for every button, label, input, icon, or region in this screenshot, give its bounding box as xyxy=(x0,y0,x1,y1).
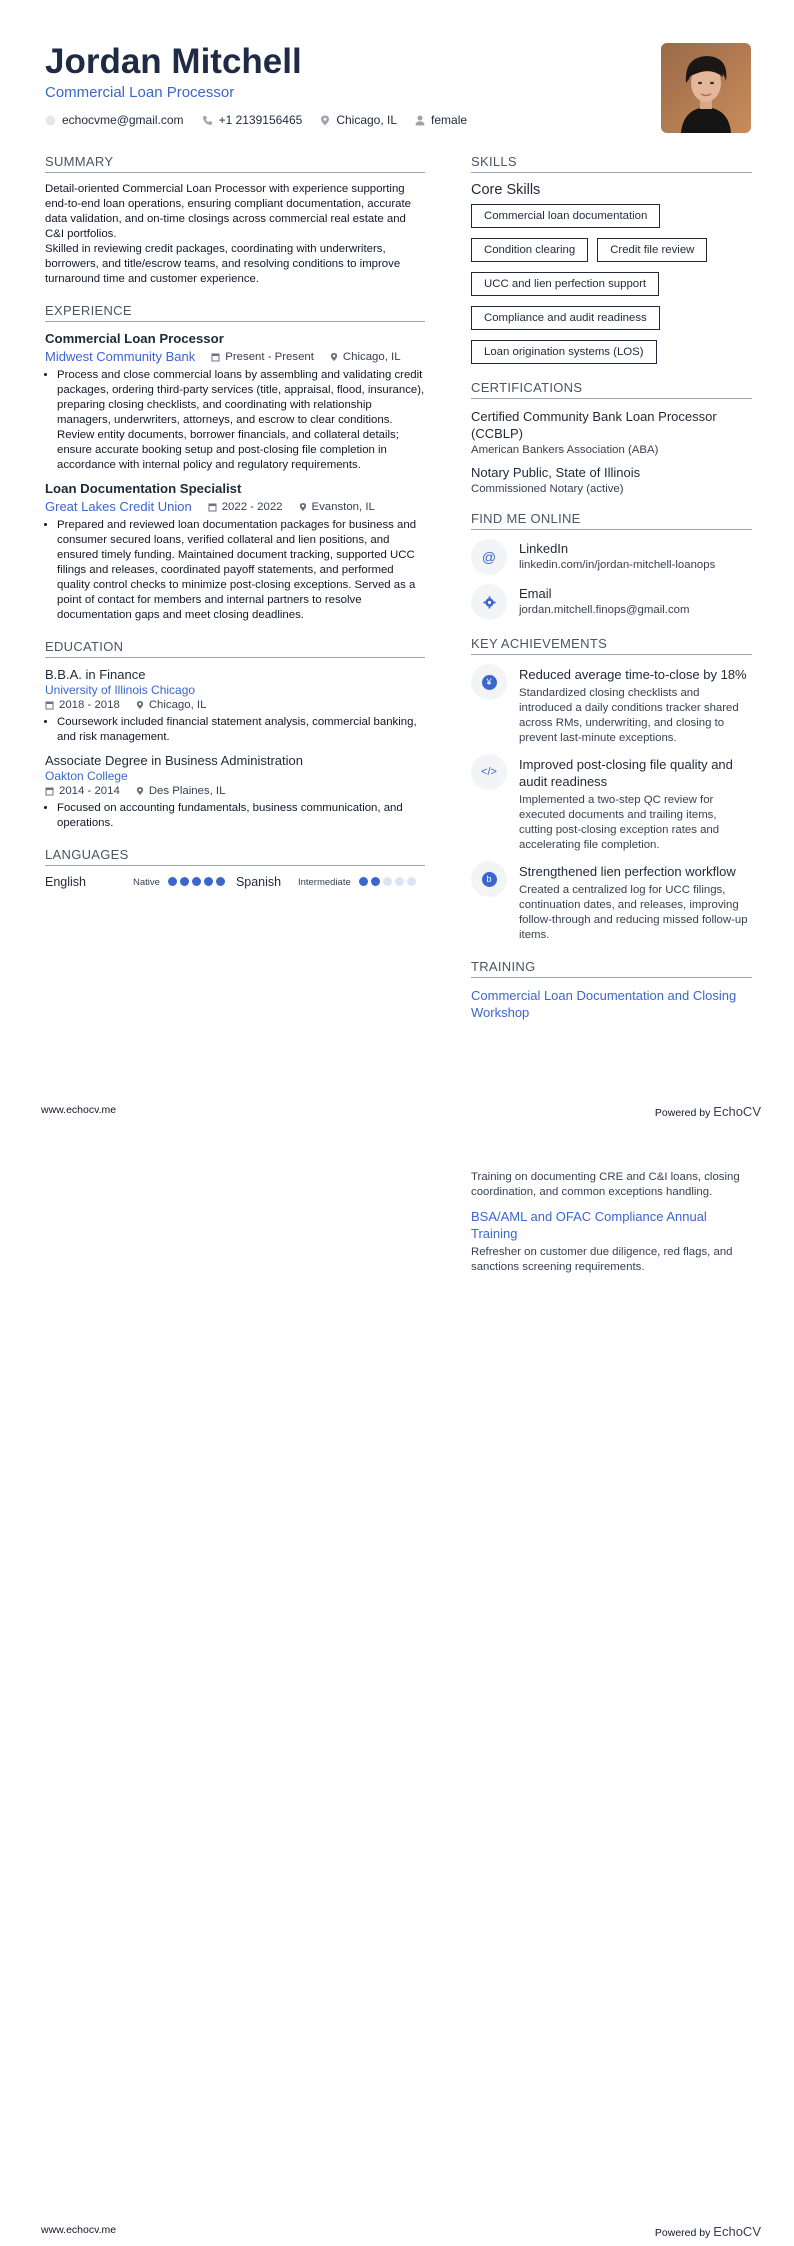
experience-heading: EXPERIENCE xyxy=(45,303,425,322)
phone-icon xyxy=(202,115,213,126)
job-location-text: Chicago, IL xyxy=(342,350,401,363)
code-icon: </> xyxy=(471,754,507,790)
education-location xyxy=(136,699,207,711)
footer-site[interactable]: www.echocv.me xyxy=(41,2224,117,2236)
online-linkedin[interactable] xyxy=(471,539,752,575)
at-icon: @ xyxy=(471,539,507,575)
company-name: Midwest Community Bank xyxy=(45,349,196,364)
training-section xyxy=(471,959,752,1021)
powered-by-text: Powered by xyxy=(654,1107,711,1119)
school-name: Oakton College xyxy=(45,769,128,783)
education-bullets xyxy=(45,715,425,745)
skill-chip: Commercial loan documentation xyxy=(471,204,660,228)
certifications-heading: CERTIFICATIONS xyxy=(471,380,752,399)
experience-item xyxy=(45,331,425,473)
profile-photo xyxy=(661,43,751,133)
achievement-item xyxy=(471,754,752,853)
email-icon xyxy=(45,115,56,126)
achievement-desc: Created a centralized log for UCC filings, continuation dates, and releases, improving follow-through and reducing missed follow-up items. xyxy=(519,884,748,941)
contact-phone-text: +1 2139156465 xyxy=(218,113,303,127)
location-icon xyxy=(299,502,307,512)
footer-powered xyxy=(655,2224,761,2239)
education-location-text: Chicago, IL xyxy=(148,699,207,711)
language-level: Native xyxy=(133,876,160,888)
job-dates-text: 2022 - 2022 xyxy=(221,500,283,513)
language-name: Spanish xyxy=(235,875,282,889)
education-location xyxy=(136,785,226,797)
education-dates-text: 2014 - 2014 xyxy=(59,785,120,797)
certification-name: Notary Public, State of Illinois xyxy=(471,465,641,480)
skills-heading: SKILLS xyxy=(471,154,752,173)
candidate-role: Commercial Loan Processor xyxy=(45,84,235,101)
proficiency-dot xyxy=(216,877,225,886)
powered-by-text: Powered by xyxy=(654,2227,711,2239)
language-level: Intermediate xyxy=(297,876,351,888)
left-column xyxy=(45,154,425,905)
education-bullet: • Focused on accounting fundamentals, business communication, and operations. xyxy=(57,801,425,831)
school-name: University of Illinois Chicago xyxy=(45,683,196,697)
proficiency-dot xyxy=(204,877,213,886)
job-meta xyxy=(45,349,425,364)
achievements-heading: KEY ACHIEVEMENTS xyxy=(471,636,752,655)
language-dots xyxy=(359,875,419,889)
calendar-icon xyxy=(208,502,217,512)
summary-paragraph-2: Skilled in reviewing credit packages, coordinating with underwriters, borrowers, and title/escrow teams, and resolving conditions to improve turnaround time and customer experience. xyxy=(45,243,401,285)
contact-email-text: echocvme@gmail.com xyxy=(62,113,184,127)
job-dates xyxy=(208,501,283,513)
brand-logo: EchoCV xyxy=(713,2224,761,2239)
education-section xyxy=(45,639,425,831)
contact-gender xyxy=(415,113,467,127)
education-bullet: • Coursework included financial statement analysis, commercial banking, and risk management. xyxy=(57,715,425,745)
job-bullet: • Process and close commercial loans by assembling and validating credit packages, ordering third-party services (title, appraisal, flood, insurance), preparing closing checklists, and coordinating with relationship managers, underwriters, attorneys, and escrow to clear conditions. Review entity documents, borrower financials, and collateral details; ensure accurate booking setup and post-closing file completion in accordance with internal policy and regulatory requirements. xyxy=(57,368,425,473)
education-dates xyxy=(45,699,120,711)
yen-badge-icon: ¥ xyxy=(471,664,507,700)
achievement-title: Improved post-closing file quality and audit readiness xyxy=(519,757,733,789)
footer-site[interactable]: www.echocv.me xyxy=(41,1104,117,1116)
job-title: Loan Documentation Specialist xyxy=(45,481,242,496)
portrait-image xyxy=(661,43,751,133)
job-bullets xyxy=(45,368,425,473)
education-meta xyxy=(45,785,425,797)
job-location-text: Evanston, IL xyxy=(311,500,375,513)
education-location-text: Des Plaines, IL xyxy=(148,785,226,797)
education-dates xyxy=(45,785,120,797)
proficiency-dot xyxy=(168,877,177,886)
proficiency-dot xyxy=(359,877,368,886)
brand-logo: EchoCV xyxy=(713,1104,761,1119)
training-title: Commercial Loan Documentation and Closing Workshop xyxy=(471,988,737,1020)
skill-chip: Compliance and audit readiness xyxy=(471,306,660,330)
page-footer xyxy=(41,2224,761,2239)
achievement-item xyxy=(471,664,752,746)
proficiency-dot xyxy=(395,877,404,886)
job-location xyxy=(330,351,401,363)
degree-name: B.B.A. in Finance xyxy=(45,667,146,682)
contact-location-text: Chicago, IL xyxy=(336,113,398,127)
skill-chip: Condition clearing xyxy=(471,238,588,262)
training-desc: Training on documenting CRE and C&I loans, closing coordination, and common exceptions handling. xyxy=(471,1171,740,1198)
job-bullet: • Prepared and reviewed loan documentation packages for business and consumer secured loans, verified collateral and lien positions, and ensured timely funding. Maintained document tracking, supported UCC filings and releases, coordinated payoff statements, and performed quality control checks to minimize post-closing exceptions. Served as a point of contact for members and internal partners to resolve documentation gaps and meet closing deadlines. xyxy=(57,518,425,623)
location-icon xyxy=(136,786,144,796)
resume-header xyxy=(45,42,665,127)
job-location xyxy=(299,501,375,513)
experience-item xyxy=(45,481,425,623)
summary-heading: SUMMARY xyxy=(45,154,425,173)
person-icon xyxy=(415,115,425,126)
experience-section xyxy=(45,303,425,623)
contact-gender-text: female xyxy=(431,113,468,127)
job-dates-text: Present - Present xyxy=(225,350,314,363)
contact-list xyxy=(45,113,665,127)
summary-section xyxy=(45,154,425,287)
candidate-name: Jordan Mitchell xyxy=(45,42,302,81)
certification-name: Certified Community Bank Loan Processor (CCBLP) xyxy=(471,409,717,441)
contact-location xyxy=(320,113,397,127)
skill-chips xyxy=(471,204,752,364)
job-title: Commercial Loan Processor xyxy=(45,331,224,346)
skills-section xyxy=(471,154,752,364)
language-list xyxy=(45,875,425,889)
contact-phone[interactable] xyxy=(202,113,303,127)
language-dots xyxy=(168,875,228,889)
training-continued xyxy=(471,1167,752,1283)
location-icon xyxy=(320,115,330,126)
right-column xyxy=(471,154,752,1037)
languages-heading: LANGUAGES xyxy=(45,847,425,866)
skill-chip: UCC and lien perfection support xyxy=(471,272,659,296)
achievement-title: Reduced average time-to-close by 18% xyxy=(519,667,747,682)
education-heading: EDUCATION xyxy=(45,639,425,658)
online-label: Email xyxy=(519,586,552,601)
proficiency-dot xyxy=(371,877,380,886)
achievement-desc: Implemented a two-step QC review for executed documents and trailing items, cutting post-closing exception rates and accelerating file completion. xyxy=(519,794,720,851)
skill-chip: Loan origination systems (LOS) xyxy=(471,340,657,364)
education-dates-text: 2018 - 2018 xyxy=(59,699,120,711)
location-icon xyxy=(330,352,338,362)
skills-subheading: Core Skills xyxy=(471,182,541,198)
calendar-icon xyxy=(211,352,220,362)
certification-org: American Bankers Association (ABA) xyxy=(471,444,659,456)
education-item xyxy=(45,753,425,831)
achievement-title: Strengthened lien perfection workflow xyxy=(519,864,736,879)
proficiency-dot xyxy=(383,877,392,886)
bitcoin-badge-icon: b xyxy=(471,861,507,897)
calendar-icon xyxy=(45,700,54,710)
online-value[interactable]: jordan.mitchell.finops@gmail.com xyxy=(519,604,690,616)
gear-icon xyxy=(471,584,507,620)
online-label: LinkedIn xyxy=(519,541,569,556)
training-heading: TRAINING xyxy=(471,959,752,978)
job-meta xyxy=(45,499,425,514)
online-section xyxy=(471,511,752,620)
resume-page-2 xyxy=(0,1123,794,2246)
achievements-section xyxy=(471,636,752,943)
online-value[interactable]: linkedin.com/in/jordan-mitchell-loanops xyxy=(519,559,716,571)
proficiency-dot xyxy=(192,877,201,886)
education-bullets xyxy=(45,801,425,831)
training-desc: Refresher on customer due diligence, red flags, and sanctions screening requirements. xyxy=(471,1246,733,1273)
online-heading: FIND ME ONLINE xyxy=(471,511,752,530)
languages-section xyxy=(45,847,425,889)
education-meta xyxy=(45,699,425,711)
training-title: BSA/AML and OFAC Compliance Annual Training xyxy=(471,1209,707,1241)
achievement-desc: Standardized closing checklists and introduced a daily conditions tracker shared across RMs, underwriting, and closing to prevent last-minute exceptions. xyxy=(519,687,739,744)
certifications-section xyxy=(471,380,752,495)
proficiency-dot xyxy=(180,877,189,886)
skill-chip: Credit file review xyxy=(597,238,707,262)
language-name: English xyxy=(45,875,86,889)
location-icon xyxy=(136,700,144,710)
certification-org: Commissioned Notary (active) xyxy=(471,483,624,495)
proficiency-dot xyxy=(407,877,416,886)
achievement-item xyxy=(471,861,752,943)
education-item xyxy=(45,667,425,745)
summary-paragraph-1: Detail-oriented Commercial Loan Processor with experience supporting end-to-end loan operations, ensuring compliant documentation, accurate data validation, and on-time closings across commercial real estate and C&I portfolios. xyxy=(45,183,411,240)
calendar-icon xyxy=(45,786,54,796)
company-name: Great Lakes Credit Union xyxy=(45,499,192,514)
degree-name: Associate Degree in Business Administration xyxy=(45,753,303,768)
job-dates xyxy=(211,351,314,363)
page-footer xyxy=(41,1104,761,1119)
contact-email[interactable] xyxy=(45,113,184,127)
footer-powered xyxy=(655,1104,761,1119)
job-bullets xyxy=(45,518,425,623)
online-email[interactable] xyxy=(471,584,752,620)
